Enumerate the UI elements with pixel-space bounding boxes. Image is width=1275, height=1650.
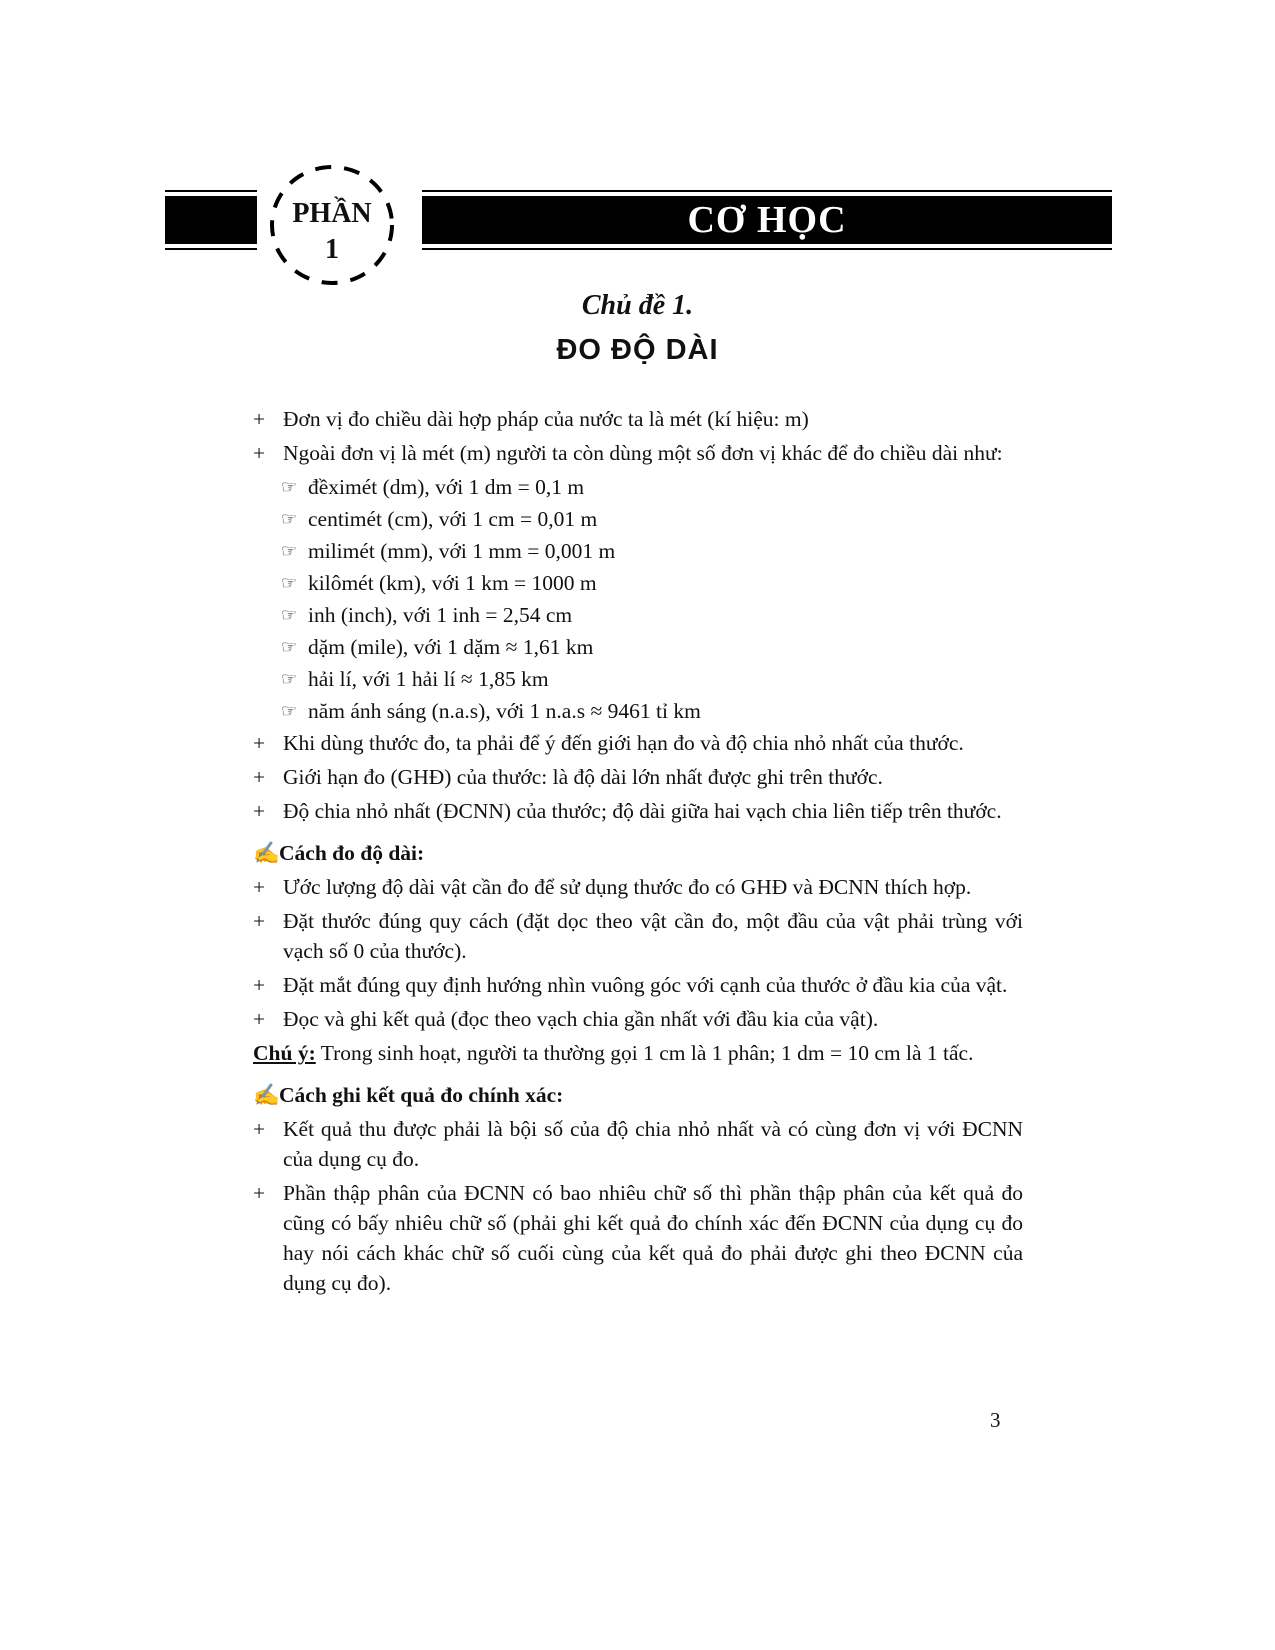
band-rule — [422, 190, 1112, 192]
topic-title: ĐO ĐỘ DÀI — [556, 334, 719, 366]
pointing-hand-icon: ☞ — [281, 541, 298, 561]
unit-item — [253, 632, 1023, 662]
list-item — [253, 1004, 1023, 1034]
unit-item — [253, 664, 1023, 694]
unit-text: inh (inch), với 1 inh = 2,54 cm — [308, 603, 573, 627]
unit-text: dặm (mile), với 1 dặm ≈ 1,61 km — [308, 635, 594, 659]
item-text: Ngoài đơn vị là mét (m) người ta còn dùng một số đơn vị khác để đo chiều dài như: — [283, 441, 1003, 465]
note-text: Trong sinh hoạt, người ta thường gọi 1 cm là 1 phân; 1 dm = 10 cm là 1 tấc. — [315, 1041, 974, 1065]
section-heading-text: Cách đo độ dài: — [279, 841, 425, 865]
header-band-left — [165, 190, 257, 250]
topic-subtitle: Chủ đề 1. — [581, 290, 694, 321]
list-item — [253, 970, 1023, 1000]
unit-item — [253, 536, 1023, 566]
band-rule — [165, 248, 257, 250]
pointing-hand-icon: ☞ — [281, 605, 298, 625]
pen-icon: ✍ — [253, 1083, 280, 1107]
page-content — [253, 404, 1023, 1302]
band-rule — [422, 248, 1112, 250]
header-band-right — [422, 190, 1112, 250]
note — [253, 1038, 1023, 1068]
pen-icon: ✍ — [253, 841, 280, 865]
pointing-hand-icon: ☞ — [281, 477, 298, 497]
note-label: Chú ý: — [253, 1041, 316, 1065]
page-number: 3 — [990, 1408, 1001, 1432]
part-label: PHẦN — [292, 198, 372, 229]
plus-bullet-icon: + — [253, 731, 266, 755]
item-text: Kết quả thu được phải là bội số của độ chia nhỏ nhất và có cùng đơn vị với ĐCNN của dụng cụ đo. — [283, 1117, 1023, 1171]
item-text: Khi dùng thước đo, ta phải để ý đến giới hạn đo và độ chia nhỏ nhất của thước. — [283, 731, 964, 755]
unit-item — [253, 472, 1023, 502]
unit-text: milimét (mm), với 1 mm = 0,001 m — [308, 539, 616, 563]
pointing-hand-icon: ☞ — [281, 509, 298, 529]
unit-item — [253, 600, 1023, 630]
unit-item — [253, 696, 1023, 726]
plus-bullet-icon: + — [253, 875, 266, 899]
section-heading — [253, 1080, 1023, 1110]
pointing-hand-icon: ☞ — [281, 701, 298, 721]
list-item — [253, 796, 1023, 826]
unit-text: kilômét (km), với 1 km = 1000 m — [308, 571, 597, 595]
plus-bullet-icon: + — [253, 909, 266, 933]
item-text: Độ chia nhỏ nhất (ĐCNN) của thước; độ dài giữa hai vạch chia liên tiếp trên thước. — [283, 799, 1002, 823]
list-item — [253, 728, 1023, 758]
item-text: Phần thập phân của ĐCNN có bao nhiêu chữ số thì phần thập phân của kết quả đo cũng có bấy nhiêu chữ số (phải ghi kết quả đo chính xác đến ĐCNN của dụng cụ đo hay nói cách khác chữ số cuối cùng của kết quả đo phải được ghi theo ĐCNN của dụng cụ đo). — [283, 1181, 1023, 1295]
list-item — [253, 872, 1023, 902]
item-text: Ước lượng độ dài vật cần đo để sử dụng thước đo có GHĐ và ĐCNN thích hợp. — [283, 875, 972, 899]
unit-text: hải lí, với 1 hải lí ≈ 1,85 km — [308, 667, 549, 691]
item-text: Đặt mắt đúng quy định hướng nhìn vuông góc với cạnh của thước ở đầu kia của vật. — [283, 973, 1008, 997]
list-item — [253, 438, 1023, 468]
section-heading — [253, 838, 1023, 868]
list-item — [253, 906, 1023, 966]
band-rule — [165, 190, 257, 192]
plus-bullet-icon: + — [253, 1181, 266, 1205]
plus-bullet-icon: + — [253, 1117, 266, 1141]
list-item — [253, 1114, 1023, 1174]
plus-bullet-icon: + — [253, 407, 266, 431]
list-item — [253, 762, 1023, 792]
list-item — [253, 404, 1023, 434]
list-item — [253, 1178, 1023, 1298]
pointing-hand-icon: ☞ — [281, 573, 298, 593]
part-number: 1 — [325, 234, 339, 265]
unit-text: centimét (cm), với 1 cm = 0,01 m — [308, 507, 598, 531]
item-text: Giới hạn đo (GHĐ) của thước: là độ dài lớn nhất được ghi trên thước. — [283, 765, 883, 789]
section-title: CƠ HỌC — [687, 199, 847, 241]
item-text: Đơn vị đo chiều dài hợp pháp của nước ta là mét (kí hiệu: m) — [283, 407, 809, 431]
band-fill — [165, 196, 257, 244]
unit-item — [253, 568, 1023, 598]
unit-item — [253, 504, 1023, 534]
plus-bullet-icon: + — [253, 441, 266, 465]
plus-bullet-icon: + — [253, 765, 266, 789]
plus-bullet-icon: + — [253, 799, 266, 823]
item-text: Đặt thước đúng quy cách (đặt dọc theo vật cần đo, một đầu của vật phải trùng với vạch số 0 của thước). — [283, 909, 1023, 963]
part-label-block — [262, 196, 402, 268]
item-text: Đọc và ghi kết quả (đọc theo vạch chia gần nhất với đầu kia của vật). — [283, 1007, 879, 1031]
plus-bullet-icon: + — [253, 1007, 266, 1031]
pointing-hand-icon: ☞ — [281, 637, 298, 657]
plus-bullet-icon: + — [253, 973, 266, 997]
section-heading-text: Cách ghi kết quả đo chính xác: — [279, 1083, 564, 1107]
pointing-hand-icon: ☞ — [281, 669, 298, 689]
unit-text: năm ánh sáng (n.a.s), với 1 n.a.s ≈ 9461 tỉ km — [308, 699, 701, 723]
unit-text: đềximét (dm), với 1 dm = 0,1 m — [308, 475, 585, 499]
